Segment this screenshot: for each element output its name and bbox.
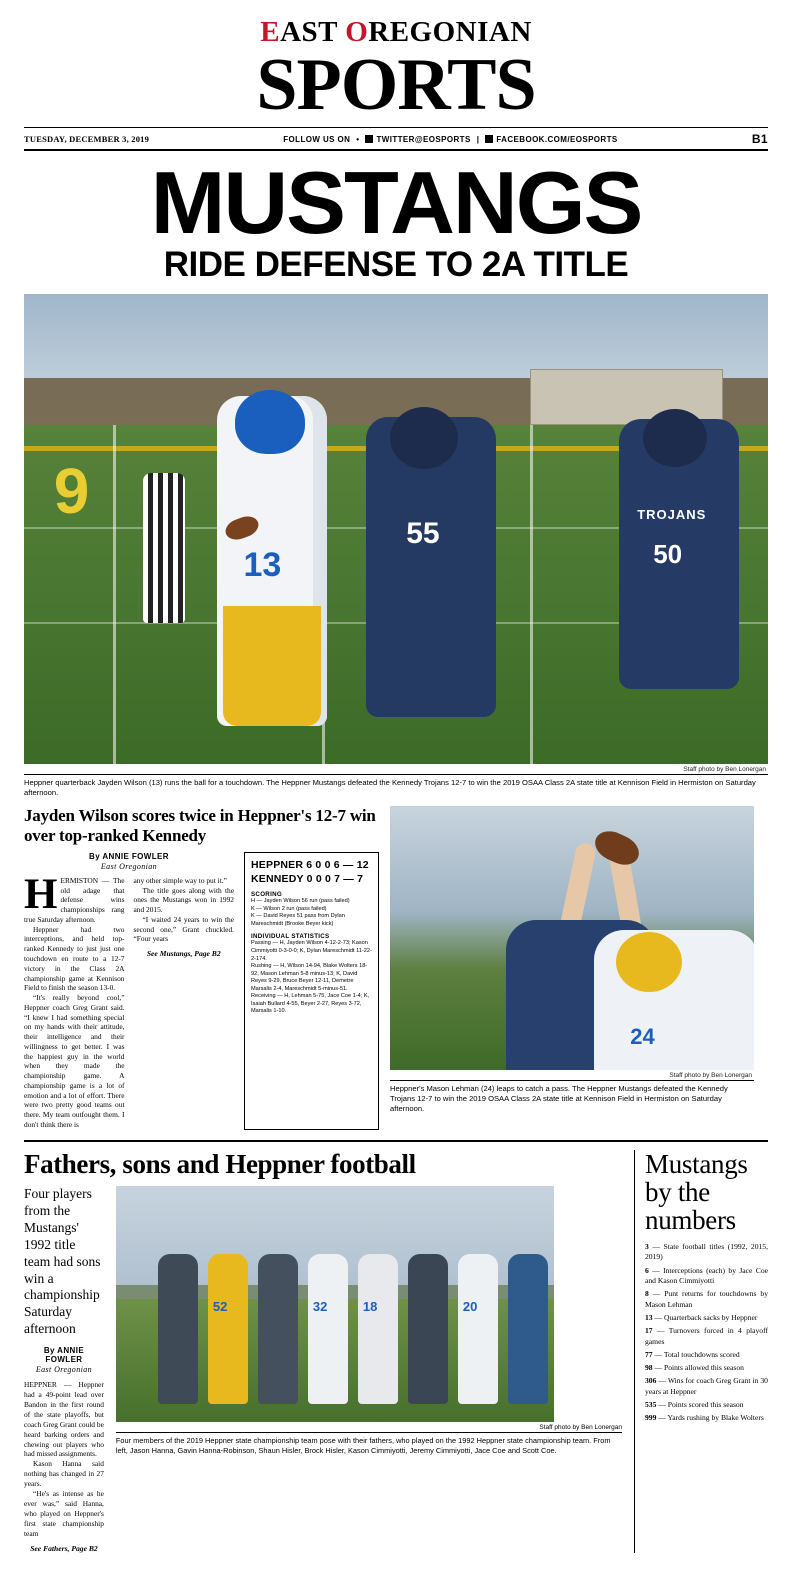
stat-number: 17 — [645, 1326, 653, 1336]
fathers-story-text — [24, 1186, 104, 1553]
box-score-scoring-1: H — Jayden Wilson 56 run (pass failed) — [251, 898, 350, 905]
twitter-icon — [365, 135, 373, 143]
box-score-scoring-header: SCORING — [251, 891, 282, 899]
lead-story-columns — [24, 870, 234, 1130]
stat-text: — Punt returns for touchdowns by Mason Lehman — [645, 1289, 768, 1309]
list-item — [645, 1266, 768, 1287]
hero-photo-block — [24, 294, 768, 798]
box-score-rushing: Rushing — H, Wilson 14-94, Blake Wolters 18-92, Mason Lehman 5-8 minus-13; K, David Reyes 9-29, Bruce Beyer 12-11, Demetre Marsalis 2-4, Mareschmidt 5-minus-51. — [251, 963, 368, 992]
paragraph: The title goes along with the ones the Mustangs won in 1992 and 2015. — [133, 885, 234, 915]
defender-figure-2 — [619, 419, 739, 689]
player-figure-1 — [208, 1254, 248, 1404]
stat-text: — Interceptions (each) by Jace Coe and Kason Cimmiyotti — [645, 1265, 768, 1285]
stat-number: 6 — [645, 1265, 649, 1275]
quarterback-jersey-number: 13 — [243, 546, 282, 585]
list-item — [645, 1289, 768, 1310]
follow-label: FOLLOW US ON — [283, 134, 351, 144]
team-photo-block — [116, 1186, 622, 1553]
lead-story-block — [24, 806, 768, 1130]
bullet-divider-2: | — [476, 134, 480, 144]
box-score-scoring-3: K — David Reyes 51 pass from Dylan Mareschmidt (Brooke Beyer kick) — [251, 913, 345, 927]
twitter-label: TWITTER@EOSPORTS — [376, 134, 471, 144]
list-item — [645, 1350, 768, 1360]
player-2-jersey-number: 32 — [312, 1299, 328, 1315]
stat-number: 3 — [645, 1242, 649, 1252]
lead-story-byline — [24, 852, 234, 871]
byline-author: By ANNIE FOWLER — [43, 1346, 85, 1364]
player-1-jersey-number: 52 — [212, 1299, 228, 1315]
info-bar — [24, 128, 768, 151]
fathers-story-block — [24, 1150, 622, 1553]
defender-1-helmet — [390, 407, 458, 469]
fathers-story-body — [24, 1380, 104, 1539]
stat-number: 77 — [645, 1349, 653, 1359]
paragraph: “It's really beyond cool,” Heppner coach Greg Grant said. “I knew I had something special on my hands with their attitude, their intelligence and their willingness to get better. I was the happiest guy in the world when they made the championship game. A championship game is a lot of emotion and a lot of effort. There were two pretty good teams out there. My team outfought them. I don't think there is — [24, 993, 125, 1130]
secondary-photo — [390, 806, 754, 1070]
list-item — [645, 1400, 768, 1410]
paragraph-text: ERMISTON — The old adage that defense wins championships rang true Saturday afternoon. — [24, 875, 125, 924]
field-number-marker: 9 — [53, 454, 90, 527]
adult-figure-3 — [408, 1254, 448, 1404]
team-photo-credit: Staff photo by Ben Lonergan — [539, 1424, 622, 1432]
stat-number: 999 — [645, 1413, 657, 1423]
list-item — [645, 1313, 768, 1323]
box-score-individual-header: INDIVIDUAL STATISTICS — [251, 933, 330, 941]
facebook-label: FACEBOOK.COM/EOSPORTS — [496, 134, 618, 144]
page-number: B1 — [751, 132, 768, 147]
publication-title-regonian: REGONIAN — [368, 16, 532, 48]
stat-text: — Total touchdowns scored — [654, 1349, 740, 1359]
stat-text: — Yards rushing by Blake Wolters — [658, 1413, 764, 1423]
paragraph: HEPPNER — Heppner had a 49-point lead over Bandon in the first round of the state playoffs, but coach Greg Grant could be heard barking orders and chewing out players who had missed assignments. — [24, 1380, 104, 1459]
quarterback-pants — [223, 606, 321, 726]
list-item — [645, 1376, 768, 1397]
field-stripe-1 — [113, 425, 116, 763]
stat-number: 8 — [645, 1289, 649, 1299]
stat-text: — Wins for coach Greg Grant in 30 years at Heppner — [645, 1376, 768, 1396]
stat-number: 535 — [645, 1400, 657, 1410]
section-title: SPORTS — [256, 44, 536, 126]
team-photo-caption: Four members of the 2019 Heppner state championship team pose with their fathers, who played on the 1992 Heppner state championship team. From left, Jason Hanna, Gavin Hanna-Robinson, Shaun Hisler, Brock Hisler, Kason Cimmiyotti, Jeremy Cimmiyotti, Jace Coe and Scott Coe. — [116, 1432, 622, 1456]
quarterback-helmet — [235, 390, 305, 454]
byline-organization: East Oregonian — [35, 1365, 93, 1374]
defender-figure-1 — [366, 417, 496, 717]
fathers-story-headline: Fathers, sons and Heppner football — [24, 1148, 416, 1179]
fathers-story-deck: Four players from the Mustangs' 1992 title team had sons win a championship Saturday afternoon — [24, 1186, 101, 1337]
paragraph: Heppner had two interceptions, and held top-ranked Kennedy to just just one touchdown en route to a 12-7 victory in the Class 2A championship game at Kennison Field to finish the season 13-0. — [24, 924, 125, 993]
by-the-numbers-list — [645, 1242, 768, 1424]
list-item — [645, 1413, 768, 1423]
main-headline: MUSTANGS — [150, 153, 642, 253]
social-links — [283, 135, 617, 144]
adult-figure-2 — [258, 1254, 298, 1404]
bullet-divider: • — [356, 134, 360, 144]
lead-story-jumpline[interactable]: See Mustangs, Page B2 — [146, 949, 221, 959]
box-score-receiving: Receiving — H, Lehman 5-75, Jace Coe 1-4; K, Isaiah Bullard 4-55, Beyer 2-27, Reyes 3-72, Marsalis 1-10. — [251, 993, 370, 1015]
box-score-scoring-2: K — Wilson 2 run (pass failed) — [251, 905, 327, 912]
field-stripe-3 — [530, 425, 533, 763]
box-score-line-heppner: HEPPNER 6 0 0 6 — 12 — [251, 858, 369, 871]
facebook-handle[interactable] — [485, 135, 617, 144]
stat-number: 98 — [645, 1363, 653, 1373]
fathers-story-byline — [24, 1346, 104, 1374]
defender-2-number: 50 — [653, 538, 683, 569]
lead-story-text — [24, 806, 380, 1130]
paragraph: any other simple way to put it.” — [133, 875, 227, 885]
team-photo — [116, 1186, 554, 1422]
adult-figure-4 — [508, 1254, 548, 1404]
list-item — [645, 1326, 768, 1347]
stat-text: — Turnovers forced in 4 playoff games — [645, 1326, 768, 1346]
stat-text: — State football titles (1992, 2015, 2019) — [645, 1242, 768, 1262]
player-figure-4 — [458, 1254, 498, 1404]
lead-story-column-1 — [24, 870, 125, 1130]
facebook-icon — [485, 135, 493, 143]
secondary-photo-credit: Staff photo by Ben Lonergan — [669, 1071, 752, 1079]
paragraph: “I waited 24 years to win the second one,” Grant chuckled. “Four years — [133, 914, 234, 944]
stat-number: 306 — [645, 1376, 657, 1386]
byline-organization: East Oregonian — [100, 861, 158, 871]
list-item — [645, 1242, 768, 1263]
box-score — [244, 852, 379, 1130]
quarterback-figure — [217, 396, 327, 726]
main-headline-block — [24, 151, 768, 282]
publication-title-ast: AST — [280, 16, 346, 48]
photo2-jersey-number: 24 — [630, 1023, 655, 1049]
secondary-photo-block — [390, 806, 754, 1130]
photo2-football — [590, 825, 644, 870]
fathers-story-jumpline[interactable]: See Fathers, Page B2 — [30, 1543, 98, 1553]
player-figure-2 — [308, 1254, 348, 1404]
player-4-jersey-number: 20 — [462, 1299, 478, 1315]
paragraph — [24, 870, 125, 925]
lead-story-deck: Jayden Wilson scores twice in Heppner's 12-7 win over top-ranked Kennedy — [24, 805, 376, 845]
paragraph: “He's as intense as he ever was,” said Hanna, who played on Heppner's first state championship team — [24, 1489, 104, 1538]
bottom-section-rule — [24, 1140, 768, 1142]
twitter-handle[interactable] — [365, 135, 470, 144]
stat-text: — Points scored this season — [658, 1400, 744, 1410]
defender-1-number: 55 — [406, 516, 440, 550]
hero-photo-caption: Heppner quarterback Jayden Wilson (13) runs the ball for a touchdown. The Heppner Mustangs defeated the Kennedy Trojans 12-7 to win the 2019 OSAA Class 2A state title at Kennison Field in Hermiston on Saturday afternoon. — [24, 774, 768, 798]
list-item — [645, 1363, 768, 1373]
referee-figure — [143, 473, 185, 623]
stat-text: — Points allowed this season — [654, 1363, 744, 1373]
headline-subhead: RIDE DEFENSE TO 2A TITLE — [163, 244, 629, 284]
defender-2-team-name: TROJANS — [637, 506, 707, 522]
hero-photo-credit: Staff photo by Ben Lonergan — [683, 765, 766, 773]
publication-title-o: O — [345, 16, 369, 48]
adult-figure-1 — [158, 1254, 198, 1404]
publication-title-e: E — [260, 16, 281, 48]
hero-photo — [24, 294, 768, 764]
photo2-helmet — [616, 932, 682, 992]
stat-text: — Quarterback sacks by Heppner — [654, 1312, 758, 1322]
bottom-section — [24, 1150, 768, 1553]
player-3-jersey-number: 18 — [362, 1299, 378, 1315]
fathers-story-inner — [24, 1186, 622, 1553]
box-score-line-kennedy: KENNEDY 0 0 0 7 — 7 — [251, 873, 364, 886]
player-figure-3 — [358, 1254, 398, 1404]
stat-number: 13 — [645, 1312, 653, 1322]
box-score-passing: Passing — H, Jayden Wilson 4-12-2-73; Kason Cimmiyotti 0-3-0-0; K, Dylan Mareschmidt 11-22-2-174. — [251, 940, 372, 962]
byline-author: By ANNIE FOWLER — [89, 851, 169, 861]
masthead — [24, 0, 768, 151]
secondary-photo-caption: Heppner's Mason Lehman (24) leaps to catch a pass. The Heppner Mustangs defeated the Kennedy Trojans 12-7 to win the 2019 OSAA Class 2A state title at Kennison Field in Hermiston on Saturday afternoon. — [390, 1080, 754, 1114]
publication-date: TUESDAY, DECEMBER 3, 2019 — [24, 134, 150, 145]
paragraph: Kason Hanna said nothing has changed in 27 years. — [24, 1459, 104, 1489]
by-the-numbers-sidebar — [634, 1150, 768, 1553]
lead-story-column-2 — [134, 876, 235, 1130]
defender-2-helmet — [643, 409, 707, 467]
by-the-numbers-title: Mustangs by the numbers — [645, 1148, 748, 1235]
drop-cap: H — [24, 870, 58, 918]
